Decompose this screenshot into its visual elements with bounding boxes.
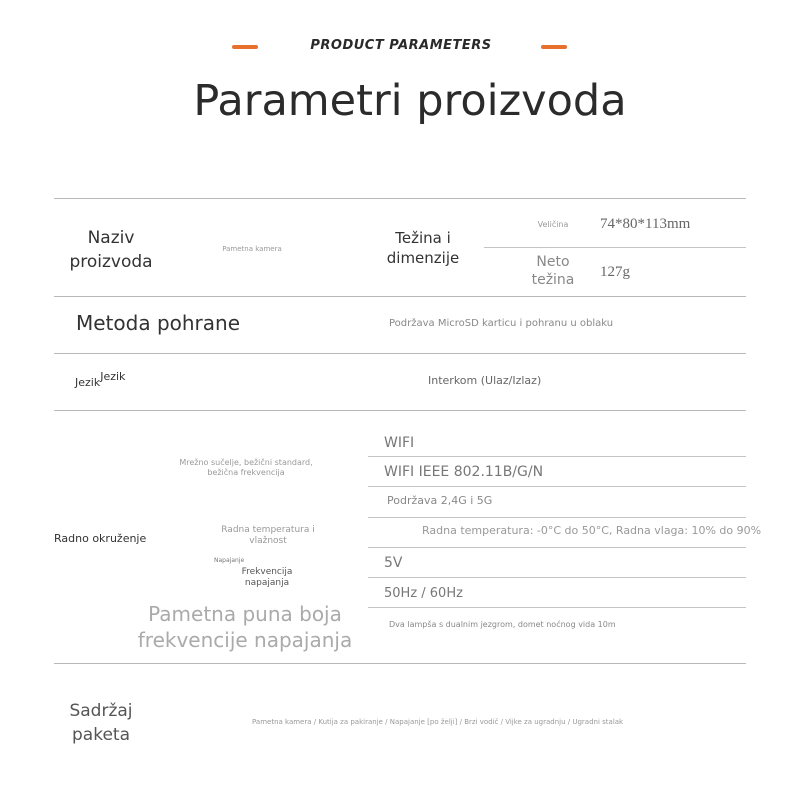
label-product-name: Naziv proizvoda bbox=[69, 228, 153, 272]
env-line-6 bbox=[368, 607, 746, 608]
env-line-2 bbox=[368, 486, 746, 487]
env-line-4 bbox=[368, 547, 746, 548]
label-weight-dimensions: Težina i dimenzije bbox=[386, 229, 460, 267]
label-environment: Radno okruženje bbox=[54, 532, 147, 545]
sub-power-small: Napajanje bbox=[214, 557, 245, 564]
page-title: Parametri proizvoda bbox=[193, 76, 627, 126]
table-line-4 bbox=[54, 663, 746, 664]
label-package: Sadržaj paketa bbox=[69, 701, 133, 745]
label-net-weight: Neto težina bbox=[531, 254, 575, 288]
env-line-5 bbox=[368, 577, 746, 578]
value-wifi-standard: WIFI IEEE 802.11B/G/N bbox=[384, 464, 544, 480]
table-line-2 bbox=[54, 353, 746, 354]
label-storage: Metoda pohrane bbox=[76, 311, 241, 335]
label-size: Veličina bbox=[537, 220, 569, 229]
table-line-1 bbox=[54, 296, 746, 297]
value-language: Interkom (Ulaz/Izlaz) bbox=[428, 374, 542, 387]
value-storage: Podržava MicroSD karticu i pohranu u oblaku bbox=[389, 318, 614, 329]
value-product-name: Pametna kamera bbox=[222, 245, 282, 253]
table-line-top bbox=[54, 198, 746, 199]
sub-full-color: Pametna puna boja frekvencije napajanja bbox=[137, 602, 353, 652]
label-language bbox=[75, 370, 126, 389]
header-accent-left bbox=[232, 45, 258, 49]
divider-size-net bbox=[484, 247, 746, 248]
header-subtitle: PRODUCT PARAMETERS bbox=[310, 38, 492, 53]
table-line-3 bbox=[54, 410, 746, 411]
value-wifi: WIFI bbox=[384, 435, 415, 451]
header-accent-right bbox=[541, 45, 567, 49]
value-package: Pametna kamera / Kutija za pakiranje / Napajanje [po želji] / Brzi vodič / Vijke za ugradnju / Ugradni stalak bbox=[252, 718, 624, 726]
sub-power-frequency: Frekvencija napajanja bbox=[241, 567, 293, 588]
label-language-b: Jezik bbox=[100, 370, 126, 383]
value-temperature: Radna temperatura: -0°C do 50°C, Radna vlaga: 10% do 90% bbox=[422, 524, 762, 537]
label-language-a: Jezik bbox=[75, 376, 101, 389]
value-wifi-band: Podržava 2,4G i 5G bbox=[387, 494, 493, 507]
value-size: 74*80*113mm bbox=[600, 216, 691, 232]
env-line-3 bbox=[368, 517, 746, 518]
value-lamp: Dva lampša s dualnim jezgrom, domet noćnog vida 10m bbox=[389, 620, 616, 629]
value-frequency: 50Hz / 60Hz bbox=[384, 586, 463, 601]
sub-temperature: Radna temperatura i vlažnost bbox=[221, 525, 315, 546]
sub-network: Mrežno sučelje, bežični standard, bežična frekvencija bbox=[179, 458, 313, 477]
value-net-weight: 127g bbox=[600, 264, 630, 280]
value-power: 5V bbox=[384, 555, 403, 571]
env-line-1 bbox=[368, 456, 746, 457]
